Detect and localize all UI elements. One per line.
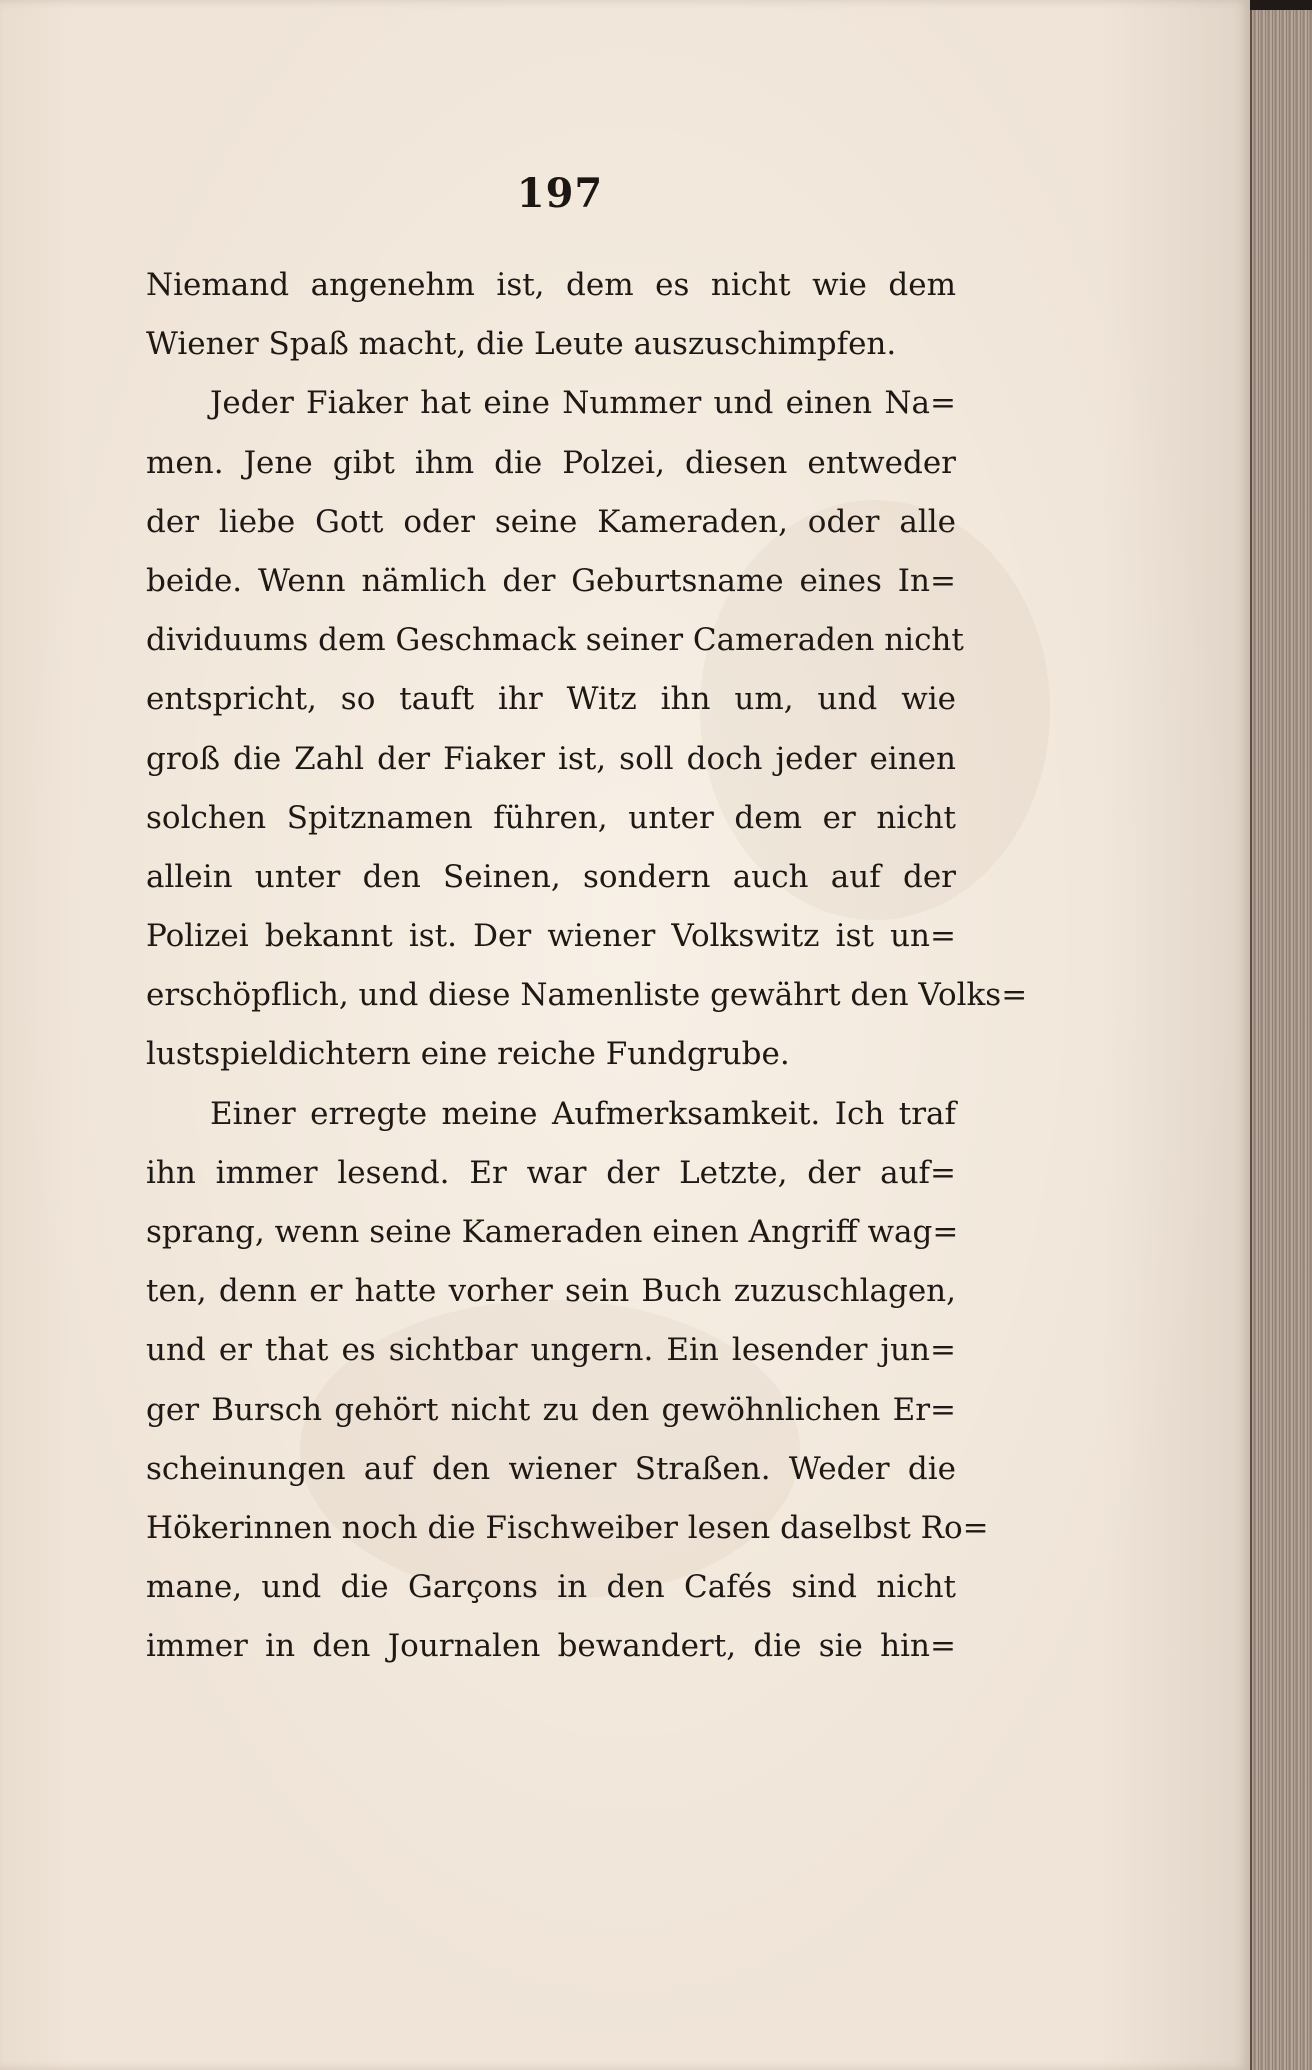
text-line: ten, denn er hatte vorher sein Buch zuzuschlagen, [146, 1273, 956, 1310]
page-edges [1250, 10, 1312, 2070]
text-line: der liebe Gott oder seine Kameraden, oder alle [146, 503, 956, 540]
text-line: immer in den Journalen bewandert, die sie hin= [146, 1628, 956, 1665]
text-line: ger Bursch gehört nicht zu den gewöhnlichen Er= [146, 1391, 956, 1428]
text-line: und er that es sichtbar ungern. Ein lesender jun= [146, 1332, 956, 1369]
text-line: Jeder Fiaker hat eine Nummer und einen Na= [210, 385, 956, 422]
text-line: solchen Spitznamen führen, unter dem er nicht [146, 799, 956, 836]
page-number: 197 [516, 170, 604, 217]
text-line: groß die Zahl der Fiaker ist, soll doch jeder einen [146, 740, 956, 777]
text-line: lustspieldichtern eine reiche Fundgrube. [146, 1036, 790, 1073]
body-text [146, 256, 1028, 1677]
text-line: mane, und die Garçons in den Cafés sind nicht [146, 1569, 956, 1606]
text-line: Hökerinnen noch die Fischweiber lesen daselbst Ro= [146, 1509, 989, 1546]
text-line: Polizei bekannt ist. Der wiener Volkswitz ist un= [146, 918, 956, 955]
text-line: Niemand angenehm ist, dem es nicht wie dem [146, 267, 956, 303]
text-line: beide. Wenn nämlich der Geburtsname eines In= [146, 562, 956, 599]
text-line: scheinungen auf den wiener Straßen. Weder die [146, 1450, 956, 1487]
text-line: Wiener Spaß macht, die Leute auszuschimpfen. [146, 326, 897, 363]
text-line: entspricht, so tauft ihr Witz ihn um, und wie [146, 681, 956, 718]
text-line: erschöpflich, und diese Namenliste gewährt den Volks= [146, 977, 1028, 1014]
text-line: allein unter den Seinen, sondern auch auf der [146, 858, 956, 895]
text-line: ihn immer lesend. Er war der Letzte, der auf= [146, 1154, 956, 1191]
text-line: dividuums dem Geschmack seiner Cameraden nicht [146, 622, 964, 659]
text-line: men. Jene gibt ihm die Polzei, diesen entweder [146, 444, 956, 481]
text-line: sprang, wenn seine Kameraden einen Angriff wag= [146, 1214, 959, 1250]
text-line: Einer erregte meine Aufmerksamkeit. Ich traf [210, 1095, 956, 1132]
